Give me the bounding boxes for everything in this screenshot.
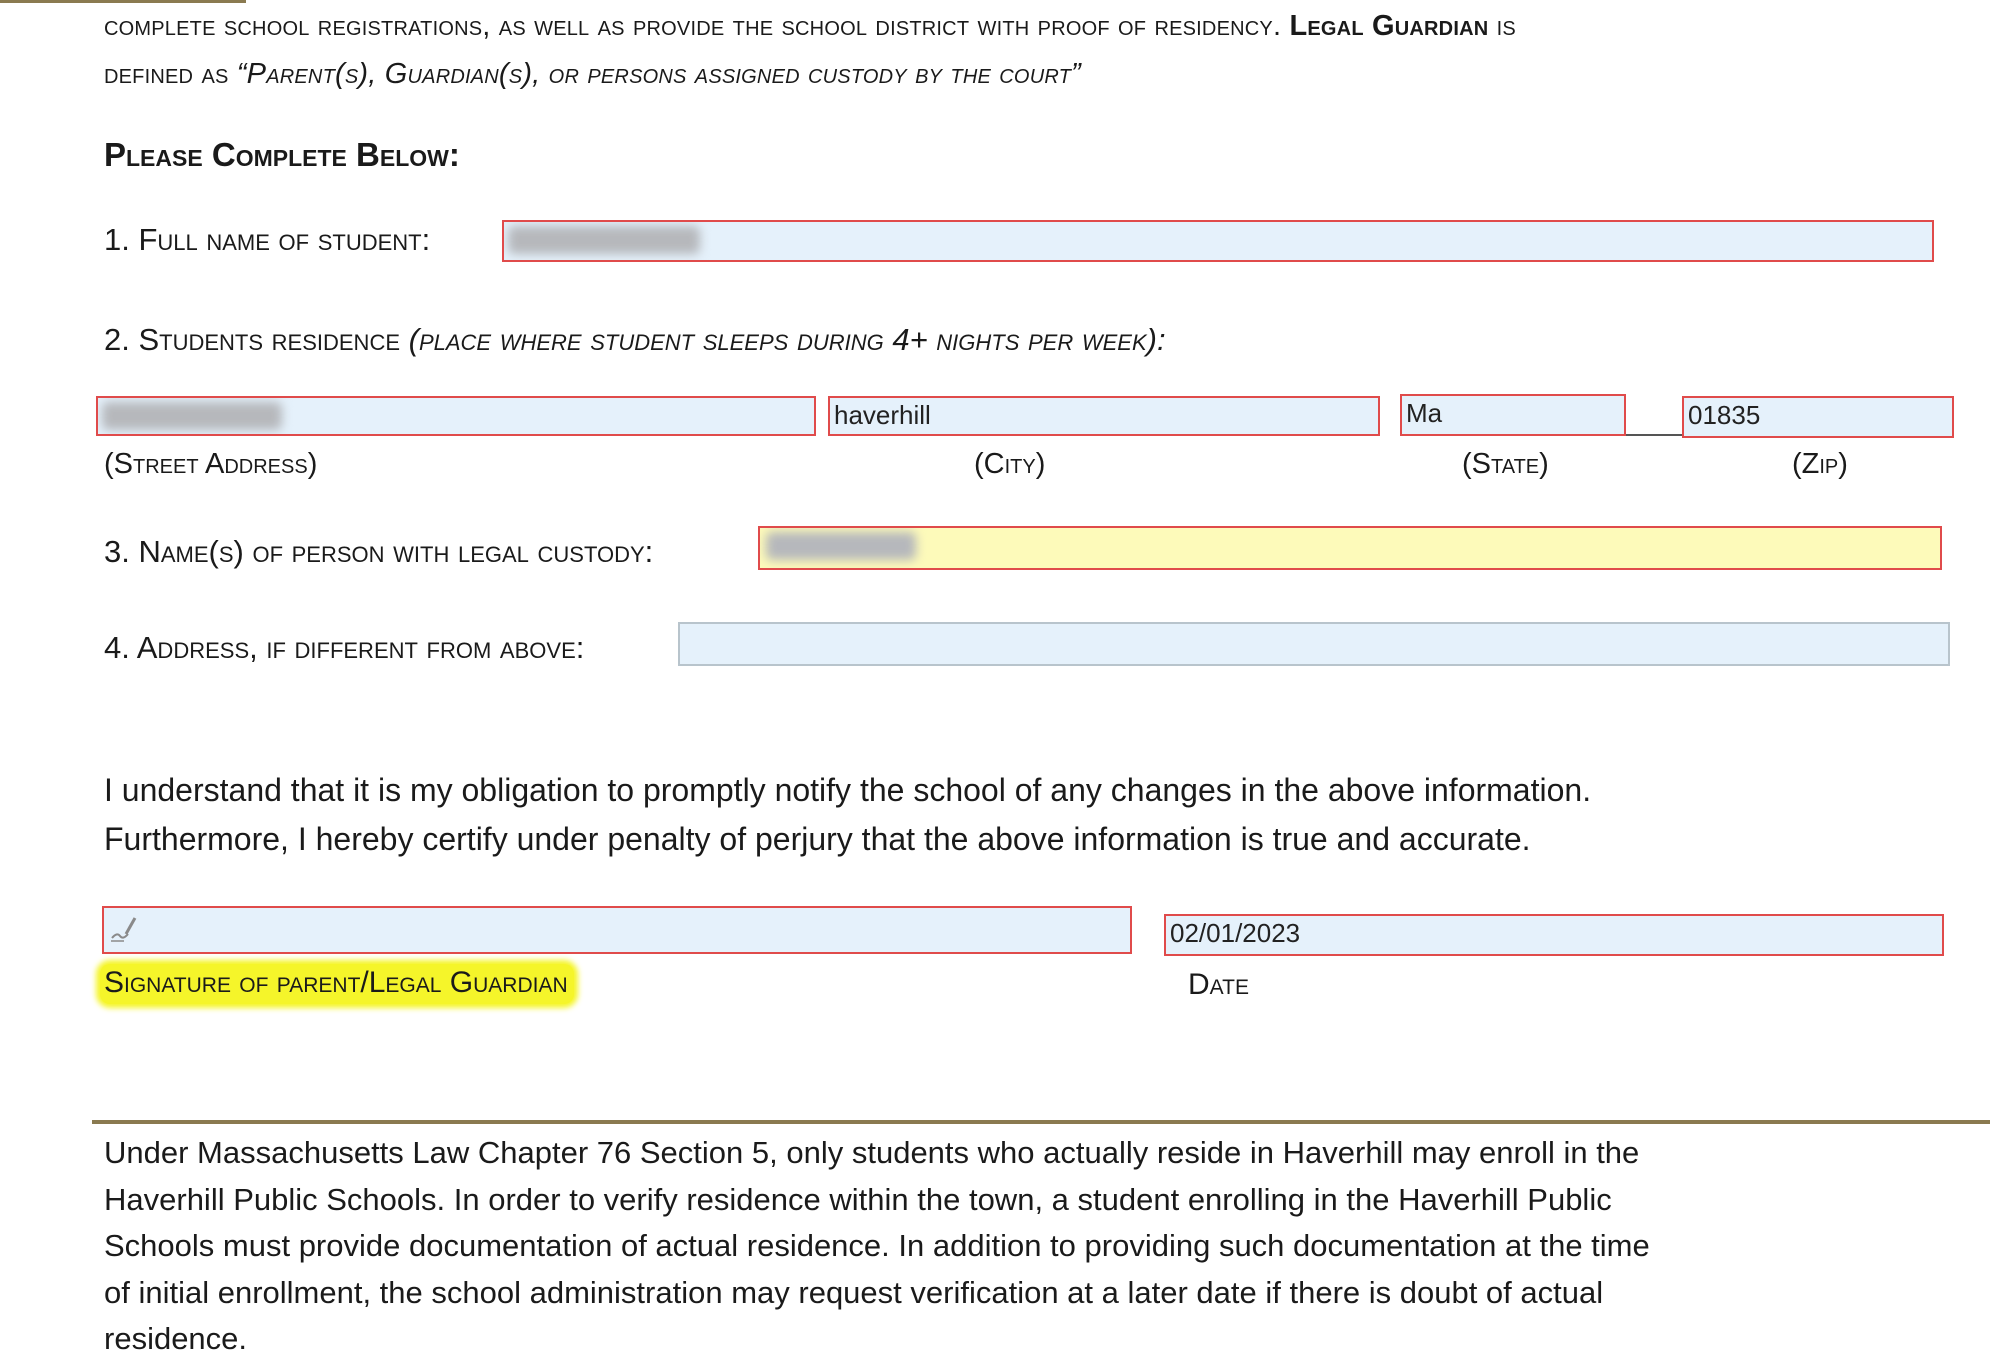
state-value: Ma bbox=[1406, 398, 1443, 428]
zip-field[interactable] bbox=[1682, 396, 1954, 438]
field-underline bbox=[1626, 434, 1682, 436]
signature-caption: Signature of parent/Legal Guardian bbox=[100, 964, 574, 1004]
q4-label: 4. Address, if different from above: bbox=[104, 630, 585, 665]
notice-line-4: of initial enrollment, the school administration may request verification at a later date if there is doubt of actual bbox=[104, 1274, 1604, 1310]
q2-label bbox=[104, 322, 1166, 358]
redacted-blur bbox=[508, 226, 700, 254]
intro-defined-as: defined as bbox=[104, 58, 229, 90]
intro-paragraph bbox=[104, 2, 1904, 98]
state-caption: (State) bbox=[1462, 448, 1549, 480]
street-address-field[interactable] bbox=[96, 396, 816, 436]
certification-statement bbox=[104, 766, 1964, 864]
section-divider bbox=[92, 1120, 1990, 1124]
notice-line-5: residence. bbox=[104, 1321, 248, 1356]
section-heading: Please Complete Below: bbox=[104, 136, 460, 173]
legal-custody-name-field[interactable] bbox=[758, 526, 1942, 570]
city-field[interactable] bbox=[828, 396, 1380, 436]
city-value: haverhill bbox=[834, 400, 931, 430]
signature-field[interactable] bbox=[102, 906, 1132, 954]
notice-line-2: Haverhill Public Schools. In order to verify residence within the town, a student enrolling in the Haverhill Public bbox=[104, 1181, 1612, 1217]
intro-line-1 bbox=[104, 2, 1904, 50]
q1-label: 1. Full name of student: bbox=[104, 222, 431, 257]
q2-note: (place where student sleeps during 4+ nights per week): bbox=[408, 322, 1166, 357]
q3-label: 3. Name(s) of person with legal custody: bbox=[104, 534, 654, 569]
intro-text-end: is bbox=[1496, 10, 1516, 42]
date-field[interactable] bbox=[1164, 914, 1944, 956]
date-caption: Date bbox=[1188, 968, 1249, 1001]
notice-line-3: Schools must provide documentation of actual residence. In addition to providing such documentation at the time bbox=[104, 1228, 1650, 1263]
legal-guardian-term: Legal Guardian bbox=[1289, 10, 1489, 42]
intro-text: complete school registrations, as well as provide the school district with proof of residency. bbox=[104, 10, 1282, 42]
statement-line-2: Furthermore, I hereby certify under penalty of perjury that the above information is true and accurate. bbox=[104, 821, 1531, 857]
state-field[interactable] bbox=[1400, 394, 1626, 436]
street-caption: (Street Address) bbox=[104, 448, 318, 480]
pen-signature-icon bbox=[108, 914, 138, 944]
city-caption: (City) bbox=[974, 448, 1046, 480]
date-value: 02/01/2023 bbox=[1170, 918, 1301, 948]
alternate-address-field[interactable] bbox=[678, 622, 1950, 666]
notice-line-1: Under Massachusetts Law Chapter 76 Section 5, only students who actually reside in Haverhill may enroll in the bbox=[104, 1135, 1640, 1170]
legal-notice-paragraph bbox=[104, 1130, 1984, 1356]
student-name-field[interactable] bbox=[502, 220, 1934, 262]
zip-caption: (Zip) bbox=[1792, 448, 1848, 480]
redacted-blur bbox=[766, 532, 916, 560]
statement-line-1: I understand that it is my obligation to promptly notify the school of any changes in the above information. bbox=[104, 772, 1592, 808]
zip-value: 01835 bbox=[1688, 400, 1761, 430]
intro-line-2 bbox=[104, 50, 1904, 98]
intro-definition: “Parent(s), Guardian(s), or persons assigned custody by the court” bbox=[236, 58, 1081, 90]
redacted-blur bbox=[102, 402, 282, 430]
q2-label-text: 2. Students residence bbox=[104, 322, 401, 357]
